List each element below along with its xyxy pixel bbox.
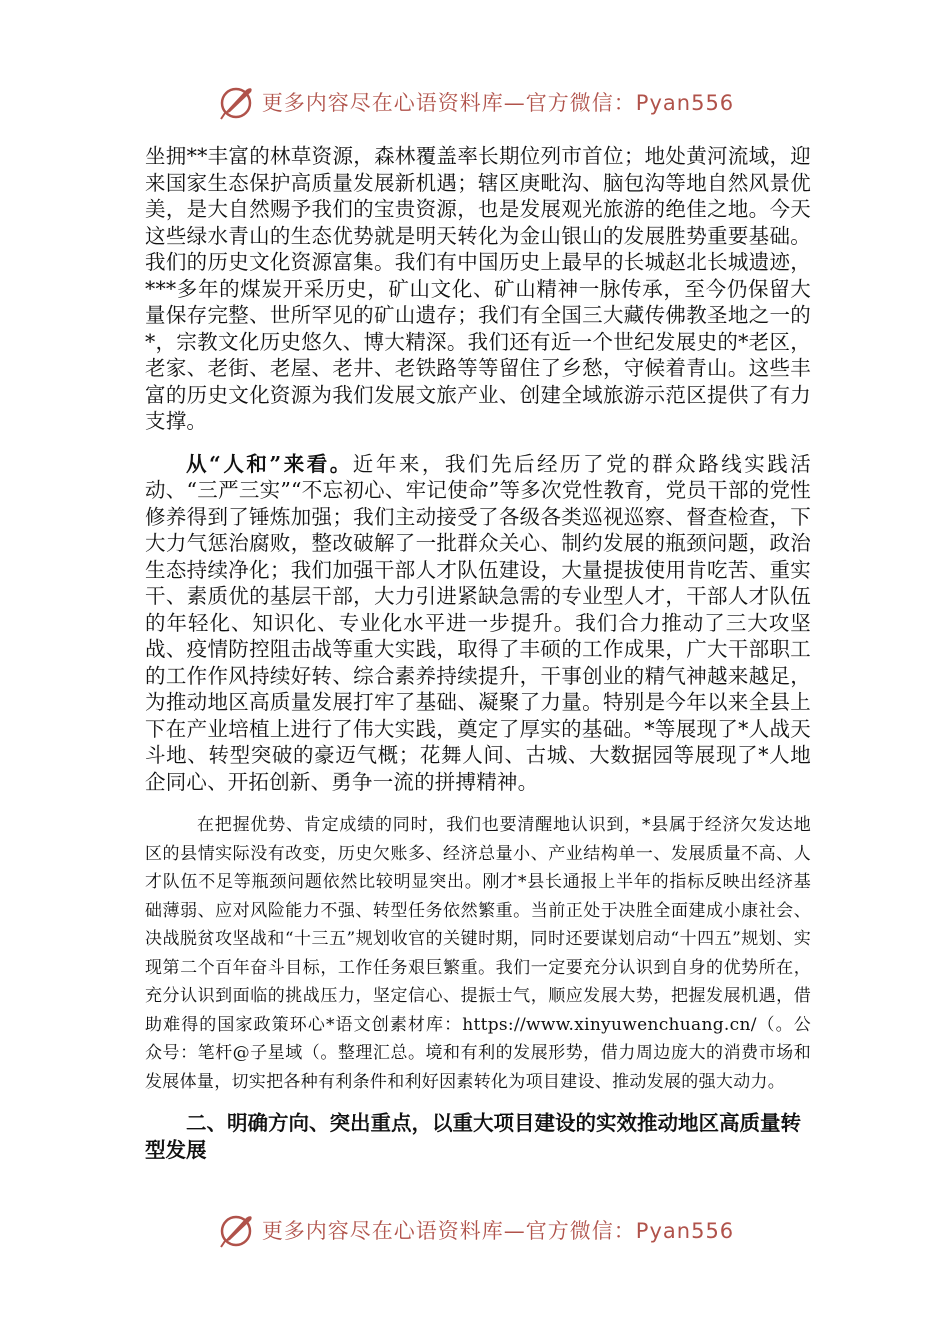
paragraph-lead: 从“人和”来看。 (186, 451, 353, 476)
paragraph-renhe-body: 近年来，我们先后经历了党的群众路线实践活动、“三严三实”“不忘初心、牢记使命”等多次党性教育，党员干部的党性修养得到了锤炼加强；我们主动接受了各级各类巡视巡察、督查检查，下大力气惩治腐败，整改破解了一批群众关心、制约发展的瓶颈问题，政治生态持续净化；我们加强干部人才队伍建设，大量提拔使用肯吃苦、重实干、素质优的基层干部，大力引进紧缺急需的专业型人才，干部人才队伍的年轻化、知识化、专业化水平进一步提升。我们合力推动了三大攻坚战、疫情防控阻击战等重大实践，取得了丰硕的工作成果，广大干部职工的工作作风持续好转、综合素养持续提升，干事创业的精气神越来越足，为推动地区高质量发展打牢了基础、凝聚了力量。特别是今年以来全县上下在产业培植上进行了伟大实践，奠定了厚实的基础。*等展现了*人战天斗地、转型突破的豪迈气概；花舞人间、古城、大数据园等展现了*人地企同心、开拓创新、勇争一流的拼搏精神。 (145, 451, 811, 794)
section-heading: 二、明确方向、突出重点，以重大项目建设的实效推动地区高质量转型发展 (145, 1111, 801, 1162)
footer-banner-text: 更多内容尽在心语资料库—官方微信：Pyan556 (261, 1219, 735, 1243)
quill-pen-icon (216, 1210, 256, 1250)
header-banner (0, 80, 950, 124)
paragraph-renhe (145, 451, 811, 796)
paragraph-challenges: 在把握优势、肯定成绩的同时，我们也要清醒地认识到，*县属于经济欠发达地区的县情实际没有改变，历史欠账多、经济总量小、产业结构单一、发展质量不高、人才队伍不足等瓶颈问题依然比较明显突出。刚才*县长通报上半年的指标反映出经济基础薄弱、应对风险能力不强、转型任务依然繁重。当前正处于决胜全面建成小康社会、决战脱贫攻坚战和“十三五”规划收官的关键时期，同时还要谋划启动“十四五”规划、实现第二个百年奋斗目标，工作任务艰巨繁重。我们一定要充分认识到自身的优势所在，充分认识到面临的挑战压力，坚定信心、提振士气，顺应发展大势，把握发展机遇，借助难得的国家政策环心*语文创素材库：https://www.xinyuwenchuang.cn/（。公众号：笔杆@子星域（。整理汇总。境和有利的发展形势，借力周边庞大的消费市场和发展体量，切实把各种有利条件和利好因素转化为项目建设、推动发展的强大动力。 (145, 815, 811, 1092)
document-body (145, 143, 811, 1164)
paragraph-resources: 坐拥**丰富的林草资源，森林覆盖率长期位列市首位；地处黄河流域，迎来国家生态保护高质量发展新机遇；辖区庚毗沟、脑包沟等地自然风景优美，是大自然赐予我们的宝贵资源，也是发展观光旅游的绝佳之地。今天这些绿水青山的生态优势就是明天转化为金山银山的发展胜势重要基础。我们的历史文化资源富集。我们有中国历史上最早的长城赵北长城遗迹，***多年的煤炭开采历史，矿山文化、矿山精神一脉传承，至今仍保留大量保存完整、世所罕见的矿山遗存；我们有全国三大藏传佛教圣地之一的*，宗教文化历史悠久、博大精深。我们还有近一个世纪发展史的*老区，老家、老街、老屋、老井、老铁路等等留住了乡愁，守候着青山。这些丰富的历史文化资源为我们发展文旅产业、创建全域旅游示范区提供了有力支撑。 (145, 144, 811, 433)
header-banner-text: 更多内容尽在心语资料库—官方微信：Pyan556 (261, 91, 735, 115)
footer-banner (0, 1208, 950, 1252)
quill-pen-icon (216, 82, 256, 122)
